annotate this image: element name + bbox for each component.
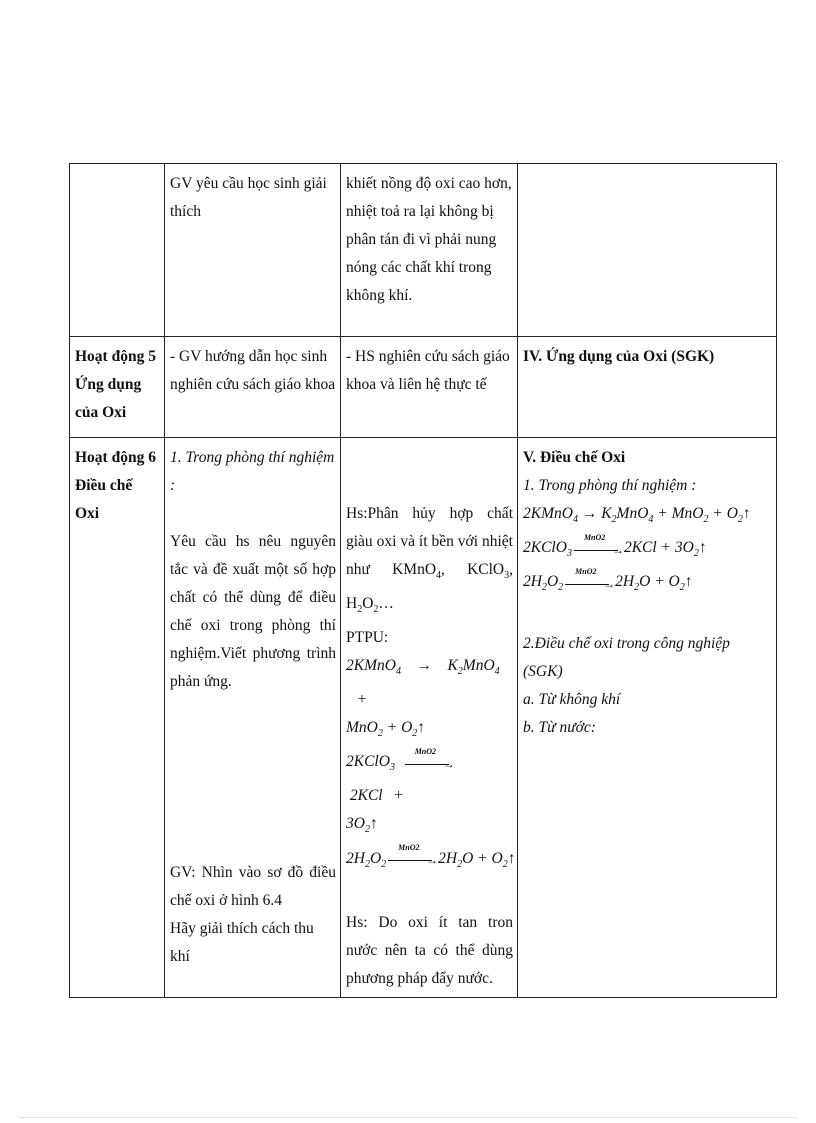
teacher-task-question: Hãy giải thích cách thu khí — [170, 920, 314, 965]
content-subheading-lab: 1. Trong phòng thí nghiệm : — [523, 477, 697, 494]
student-ptpu: PTPU: — [346, 629, 389, 647]
teacher-cell — [165, 438, 341, 998]
table-row — [70, 164, 777, 337]
content-equation-h2o2: $2H_2O_2$ MnO2 → $2H_2O$ + $O_2↑$ — [523, 566, 693, 594]
activity-cell — [70, 438, 165, 998]
table-row — [70, 337, 777, 438]
activity-number: Hoạt động 6 — [75, 449, 156, 466]
catalyst-arrow: MnO2 → — [405, 756, 453, 770]
student-cell — [341, 164, 518, 337]
teacher-task-diagram: GV: Nhìn vào sơ đồ điều chế oxi ở hình 6.4 — [170, 864, 336, 909]
equation-kclo3: 2KClO$_3$ MnO2 → 2KCl + $3O_2↑$ — [346, 746, 455, 836]
equation-h2o2: $2H_2O_2$ MnO2 → $2H_2O$ + $O_2↑$ — [346, 843, 516, 870]
content-heading: IV. Ứng dụng của Oxi (SGK) — [523, 348, 715, 365]
student-answer-collection: Hs: Do oxi ít tan tron nước nên ta có thể dùng phương pháp đẩy nước. — [346, 913, 513, 987]
student-text: - HS nghiên cứu sách giáo khoa và liên hệ thực tế — [346, 348, 510, 393]
student-cell — [341, 438, 518, 998]
content-cell — [518, 438, 777, 998]
content-heading: V. Điều chế Oxi — [523, 449, 626, 466]
activity-number: Hoạt động 5 — [75, 348, 156, 365]
activity-title: Ứng dụng của Oxi — [75, 376, 142, 421]
equation-kmno4: 2KMnO$_4$ → $K_2MnO_4$ + $MnO_2 + O_2↑$ — [346, 657, 500, 740]
student-answer: Hs:Phân hủy hợp chất giàu oxi và ít bền với nhiệt như KMnO$_4$, KClO$_3$, $H_2O_2\dots$ — [346, 505, 513, 616]
content-cell — [518, 164, 777, 337]
lesson-table — [69, 163, 777, 998]
content-item-air: a. Từ không khí — [523, 691, 621, 709]
student-cell — [341, 337, 518, 438]
content-equation-kclo3: 2KClO$_3$ MnO2 → $2KCl + 3O_2↑$ — [523, 532, 707, 560]
content-item-water: b. Từ nước: — [523, 719, 596, 737]
teacher-cell — [165, 164, 341, 337]
teacher-task: Yêu cầu hs nêu nguyên tắc và đề xuất một số hợp chất có thể dùng để điều chế oxi trong phòng thí nghiệm.Viết phương trình phản ứng. — [170, 533, 336, 690]
teacher-text: - GV hướng dẫn học sinh nghiên cứu sách giáo khoa — [170, 348, 336, 393]
content-equation-kmno4: 2KMnO$_4$ → $K_2MnO_4 + MnO_2$ + $O_2↑$ — [523, 505, 751, 526]
teacher-text: GV yêu cầu học sinh giải thích — [170, 175, 327, 220]
student-text: khiết nồng độ oxi cao hơn, nhiệt toả ra lại không bị phân tán đi vì phải nung nóng các chất khí trong không khí. — [346, 175, 512, 304]
activity-title: Điều chế Oxi — [75, 477, 133, 522]
activity-cell — [70, 164, 165, 337]
page-footer-divider — [20, 1117, 796, 1118]
catalyst-arrow: MnO2 → — [574, 542, 622, 556]
content-subheading-industry: 2.Điều chế oxi trong công nghiệp (SGK) — [523, 635, 730, 681]
table-row — [70, 438, 777, 998]
teacher-heading: 1. Trong phòng thí nghiệm : — [170, 449, 335, 494]
content-cell — [518, 337, 777, 438]
activity-cell — [70, 337, 165, 438]
teacher-cell — [165, 337, 341, 438]
catalyst-arrow: MnO2 → — [388, 852, 436, 866]
catalyst-arrow: MnO2 → — [565, 576, 613, 590]
